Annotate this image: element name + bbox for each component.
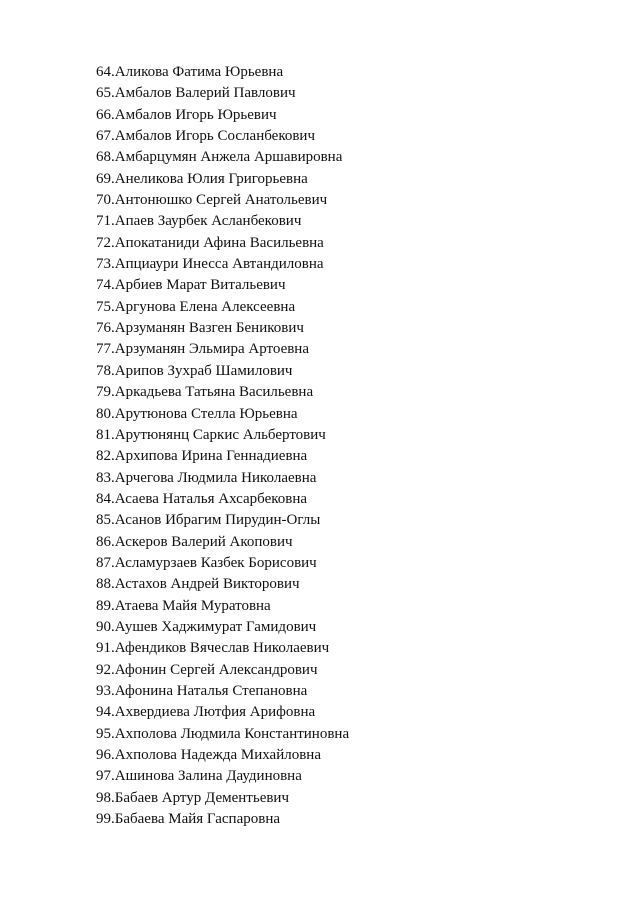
list-item: 85.Асанов Ибрагим Пирудин-Оглы xyxy=(96,512,321,529)
list-item: 93.Афонина Наталья Степановна xyxy=(96,682,308,699)
name-list xyxy=(96,62,349,830)
list-item: 95.Ахполова Людмила Константиновна xyxy=(96,725,350,742)
list-item: 77.Арзуманян Эльмира Артоевна xyxy=(96,341,309,358)
list-item: 81.Арутюнянц Саркис Альбертович xyxy=(96,426,326,443)
list-item: 78.Арипов Зухраб Шамилович xyxy=(96,362,293,379)
list-item: 98.Бабаев Артур Дементьевич xyxy=(96,789,290,806)
list-item: 87.Асламурзаев Казбек Борисович xyxy=(96,554,317,571)
list-item: 99.Бабаева Майя Гаспаровна xyxy=(96,811,280,828)
list-item: 94.Ахвердиева Лютфия Арифовна xyxy=(96,704,316,721)
list-item: 67.Амбалов Игорь Сосланбекович xyxy=(96,128,315,145)
list-item: 80.Арутюнова Стелла Юрьевна xyxy=(96,405,298,422)
list-item: 75.Аргунова Елена Алексеевна xyxy=(96,298,296,315)
list-item: 82.Архипова Ирина Геннадиевна xyxy=(96,448,308,465)
list-item: 64.Аликова Фатима Юрьевна xyxy=(96,64,284,80)
list-item: 73.Апциаури Инесса Автандиловна xyxy=(96,256,324,273)
list-item: 65.Амбалов Валерий Павлович xyxy=(96,85,296,102)
list-item: 74.Арбиев Марат Витальевич xyxy=(96,277,286,294)
list-item: 91.Афендиков Вячеслав Николаевич xyxy=(96,640,330,657)
list-item: 97.Ашинова Залина Даудиновна xyxy=(96,768,302,785)
list-item: 72.Апокатаниди Афина Васильевна xyxy=(96,234,324,251)
list-item: 70.Антонюшко Сергей Анатольевич xyxy=(96,192,328,209)
list-item: 71.Апаев Заурбек Асланбекович xyxy=(96,213,302,230)
list-item: 90.Аушев Хаджимурат Гамидович xyxy=(96,618,317,635)
list-item: 69.Анеликова Юлия Григорьевна xyxy=(96,170,308,187)
list-item: 88.Астахов Андрей Викторович xyxy=(96,576,300,593)
list-item: 76.Арзуманян Вазген Беникович xyxy=(96,320,304,337)
list-item: 86.Аскеров Валерий Акопович xyxy=(96,533,293,550)
list-item: 68.Амбарцумян Анжела Аршавировна xyxy=(96,149,343,166)
list-item: 83.Арчегова Людмила Николаевна xyxy=(96,469,317,486)
list-item: 79.Аркадьева Татьяна Васильевна xyxy=(96,384,314,401)
list-item: 84.Асаева Наталья Ахсарбековна xyxy=(96,490,308,507)
list-item: 66.Амбалов Игорь Юрьевич xyxy=(96,106,277,123)
list-item: 92.Афонин Сергей Александрович xyxy=(96,661,318,678)
list-item: 89.Атаева Майя Муратовна xyxy=(96,597,271,614)
list-item: 96.Ахполова Надежда Михайловна xyxy=(96,747,321,763)
